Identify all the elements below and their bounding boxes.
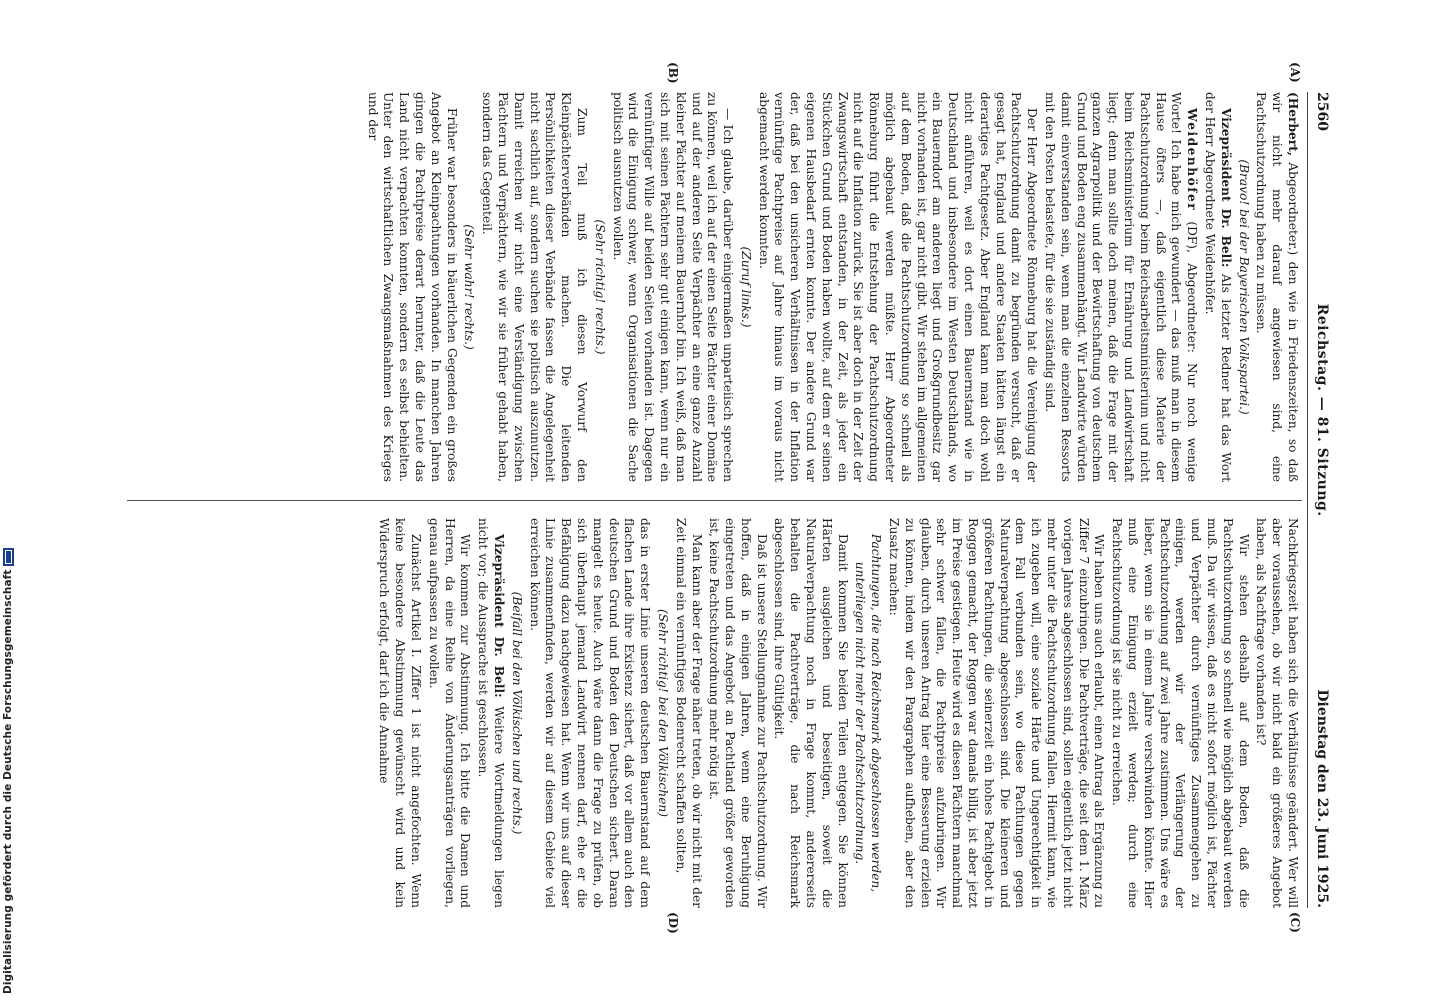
paragraph: Daß ist unsere Stellungnahme zur Pachtschutzordnung. Wir hoffen, daß in einigen Jahren, wenn eine Beruhigung eingetreten und das Angebot an Pachtland größer geworden ist, keine Pachtschutzordnung mehr nötig ist. xyxy=(707,518,769,908)
session-date: Dienstag den 23. Juni 1925. xyxy=(1314,689,1330,908)
speaker-name: Vizepräsident Dr. Bell: xyxy=(1218,108,1233,268)
paragraph xyxy=(1041,92,1199,482)
document-page xyxy=(120,62,1330,934)
interjection: (Zuruf links.) xyxy=(738,246,753,328)
speaker-name: Vizepräsident Dr. Bell: xyxy=(491,534,506,698)
interjection: (Beifall bei den Völkischen und rechts.) xyxy=(509,591,524,835)
digitization-text: Digitalisierung gefördert durch die Deutsche Forschungsgemeinschaft xyxy=(2,569,14,994)
interjection: (Sehr richtig! rechts.) xyxy=(592,219,607,355)
speaker-name: (Herbert, xyxy=(1286,92,1300,157)
speaker-name: Weidenhöfer xyxy=(1185,108,1200,212)
paragraph: Damit kommen Sie beiden Teilen entgegen. Sie können Härten ausgleichen und beseitigen, soweit die Naturalverpachtung noch in Frage kommt, andererseits behalten die Pachtverträge, die nach Reichsmark abgeschlossen sind, ihre Gültigkeit. xyxy=(772,518,850,908)
interjection: (Sehr wahr! rechts.) xyxy=(462,224,477,350)
paragraph-text: (DF), Abgeordneter: Nur noch wenige Worte! Ich habe mich gewundert — das muß man in diesem Hause öfters —, daß eigentlich diese Materie der Pachtschutzordnung beim Reichsarbeitsministerium und nicht beim Reichsministerium für Ernährung und Landwirtschaft liegt; denn man sollte doch meinen, daß die Frage mit der ganzen Agrarpolitik und der Bewirtschaftung von deutschem Grund und Boden eng zusammenhängt. Wir Landwirte würden damit einverstanden sein, wenn man die einzelnen Ressorts mit den Posten belastete, für die sie zuständig sind. xyxy=(1043,92,1200,483)
paragraph: Nachkriegszeit haben sich die Verhältnisse geändert. Wer will aber voraussehen, ob wir nicht bald ein größeres Angebot haben, als Nachfrage vorhanden ist? xyxy=(1254,518,1300,908)
paragraph-text: den wie in Friedenszeiten, so daß wir nicht mehr darauf angewiesen sind, eine Pachtschutzordnung haben zu müssen. xyxy=(1254,92,1300,483)
margin-marker-b: (B) xyxy=(666,62,680,84)
paragraph: Wir stehen deshalb auf dem Boden, daß die Pachtschutzordnung so schnell wie möglich abgebaut werden muß. Da wir wissen, daß es nicht sofort möglich ist, Pächter und Verpächter durch vernünftiges Zusammengehen zu einigen, werden wir der Verlängerung der Pachtschutzordnung auf zwei Jahre zustimmen. Uns wäre es lieber, wenn sie in einem Jahre verschwinden könnte. Hier muß eine Einigung erzielt werden; durch eine Pachtschutzordnung ist sie nicht zu erreichen. xyxy=(1110,518,1251,908)
paragraph: Wir haben uns auch erlaubt, einen Antrag als Ergänzung zu Ziffer 7 einzubringen. Die Pachtverträge, die seit dem 1. März vorigen Jahres abgeschlossen sind, sollen eigentlich jetzt nicht mehr unter die Pachtschutzordnung fallen. Hiermit kann, wie ich zugeben will, eine soziale Härte und Ungerechtigkeit in dem Fall verbunden sein, wo diese Pachtungen gegen Naturalverpachtung abgeschlossen sind. Die kleineren und größeren Pachtungen, die seinerzeit ein hohes Pachtgebot in Roggen gemacht, der Roggen war damals billig, ist aber jetzt im Preise gestiegen. Heute wird es diesen Pächtern manchmal sehr schwer fallen, die Pachtpreise aufzubringen. Wir glauben, durch unseren Antrag hier eine Besserung erzielen zu können, indem wir den Paragraphen aufheben, aber den Zusatz machen: xyxy=(887,518,1107,908)
interjection: (Bravo! bei der Bayerischen Volkspartei.) xyxy=(1236,159,1251,415)
paragraph: Zum Teil muß ich diesen Vorwurf den Kleinpächterverbänden machen. Die leitenden Persönlichkeiten dieser Verbände fassen die Angelegenheit nicht sachlich auf, sondern suchen sie politisch auszunutzen. Damit erreichen wir nicht eine Verständigung zwischen Pächtern und Verpächtern, wie wir sie früher gehabt haben, sondern das Gegenteil. xyxy=(480,92,589,482)
paragraph: Der Herr Abgeordnete Rönneburg hat die Vereinigung der Pachtschutzordnung damit zu begründen versucht, daß er gesagt hat, England und andere Staaten hätten längst ein derartiges Pachtgesetz. Aber England kann man doch wohl nicht anführen, weil es dort einen Bauernstand wie in Deutschland und insbesondere im Westen Deutschlands, wo ein Bauerndorf am anderen liegt und Großgrundbesitz gar nicht vorhanden ist, gar nicht gibt. Wir stehen im allgemeinen auf dem Boden, daß die Pachtschutzordnung so schnell als möglich abgebaut werden müßte. Herr Abgeordneter Rönneburg führt die Entstehung der Pachtschutzordnung nicht auf die Inflation zurück. Sie ist aber doch in der Zeit der Zwangswirtschaft entstanden, in der Zeit, als jeder ein Stückchen Grund und Boden haben wollte, auf dem er seinen eigenen Hausbedarf ernten konnte. Der andere Grund war der, daß bei den unsicheren Verhältnissen in der Inflation vernünftige Pachtpreise auf Jahre hinaus im voraus nicht abgemacht werden konnten. xyxy=(756,92,1040,482)
paragraph xyxy=(1253,92,1300,482)
dfg-logo-icon xyxy=(3,548,14,566)
page-number: 2560 xyxy=(1314,92,1330,131)
paragraph: Wir kommen zur Abstimmung. Ich bitte die Damen und Herren, da eine Reihe von Änderungsanträgen vorliegen, genau aufpassen zu wollen. xyxy=(426,518,473,908)
paragraph xyxy=(1201,92,1233,482)
paragraph: Früher war besonders in bäuerlichen Gegenden ein großes Angebot an Kleinpachtungen vorhanden. In manchen Jahren gingen die Pachtpreise derart herunter, daß die Leute das Land nicht verpachten konnten, sondern es selbst behielten. Unter den wirtschaftlichen Zwangsmaßnahmen des Krieges und der xyxy=(365,92,459,482)
margin-marker-a: (A) xyxy=(1288,62,1302,83)
paragraph: Zunächst Artikel I. Ziffer 1 ist nicht angefochten. Wenn keine besondere Abstimmung gewünscht wird und kein Widerspruch erfolgt, darf ich die Annahme xyxy=(377,518,423,908)
column-divider xyxy=(127,500,1302,501)
paragraph: — Ich glaube, darüber einigermaßen unparteiisch sprechen zu können, weil ich auf der einen Seite Pächter einer Domäne und auf der anderen Seite Verpächter an eine ganze Anzahl kleiner Pächter auf meinem Bauernhof bin. Ich weiß, daß man sich mit seinen Pächtern sehr gut einigen kann, wenn nur ein vernünftiger Wille auf beiden Seiten vorhanden ist. Dagegen wird die Einigung schwer, wenn Organisationen die Sache politisch ausnutzen wollen. xyxy=(610,92,736,482)
quoted-amendment: Pachtungen, die nach Reichsmark abgeschlossen werden, unterliegen nicht mehr der Pachtschutzordnung. xyxy=(853,533,884,893)
session-title: Reichstag. — 81. Sitzung. xyxy=(1314,303,1330,517)
paragraph-text: Als letzter Redner hat das Wort der Herr Abgeordnete Weidenhöfer. xyxy=(1203,92,1233,482)
margin-marker-c: (C) xyxy=(1288,912,1302,933)
left-column xyxy=(130,92,1300,482)
page-header xyxy=(1307,92,1330,908)
paragraph: das in erster Linie unseren deutschen Bauernstand auf dem flachen Lande ihre Existenz sichert, daß vor allem auch den deutschen Grund und Boden den Deutschen sichert. Daran mangelt es heute. Auch wäre dann die Frage zu prüfen, ob sich überhaupt jemand Landwirt nennen darf, ehe er die Befähigung dazu nachgewiesen hat. Wenn wir uns auf dieser Linie zusammenfinden, werden wir auf diesem Gebiete viel erreichen können. xyxy=(527,518,653,908)
right-column xyxy=(130,518,1300,908)
paragraph xyxy=(474,518,506,908)
digitization-strip xyxy=(0,0,22,1000)
speaker-role: Abgeordneter.) xyxy=(1286,162,1300,256)
interjection: (Sehr richtig! bei den Völkischen) xyxy=(655,608,670,818)
paragraph-text: Weitere Wortmeldungen liegen nicht vor; die Aussprache ist geschlossen. xyxy=(476,518,506,909)
digitization-credit xyxy=(2,548,14,994)
paragraph: Man kann aber der Frage näher treten, ob wir nicht mit der Zeit einmal ein vernünftiges Bodenrecht schaffen sollten, xyxy=(673,518,704,908)
margin-marker-d: (D) xyxy=(666,912,680,934)
